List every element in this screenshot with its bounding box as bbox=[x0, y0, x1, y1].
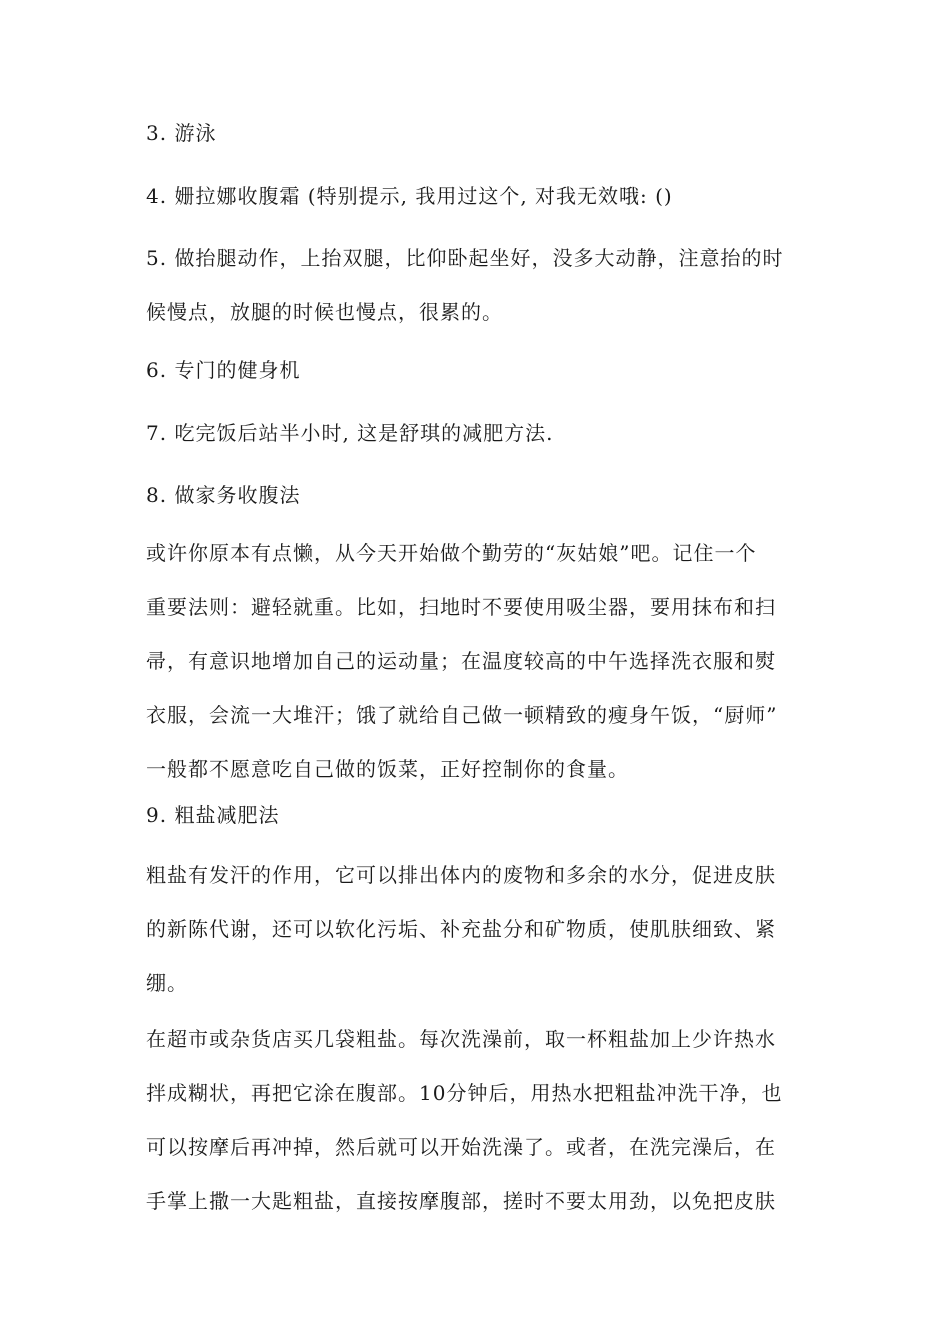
text-line: 粗盐有发汗的作用，它可以排出体内的废物和多余的水分，促进皮肤 bbox=[146, 863, 776, 887]
paragraph-item-3 bbox=[146, 118, 808, 149]
text-line: 5. 做抬腿动作，上抬双腿，比仰卧起坐好，没多大动静，注意抬的时 bbox=[146, 246, 784, 270]
text-line: 拌成糊状，再把它涂在腹部。10分钟后，用热水把粗盐冲洗干净，也 bbox=[146, 1081, 783, 1105]
text-line: 衣服，会流一大堆汗；饿了就给自己做一顿精致的瘦身午饭，“厨师” bbox=[146, 703, 778, 727]
paragraph-item-6 bbox=[146, 355, 808, 386]
text-line: 一般都不愿意吃自己做的饭菜，正好控制你的食量。 bbox=[146, 757, 629, 781]
paragraph-body-9 bbox=[146, 860, 808, 999]
text-line: 4. 姗拉娜收腹霜 (特别提示, 我用过这个, 对我无效哦: () bbox=[146, 184, 673, 208]
text-line: 8. 做家务收腹法 bbox=[146, 483, 301, 507]
paragraph-item-8 bbox=[146, 480, 808, 511]
text-line: 重要法则：避轻就重。比如，扫地时不要使用吸尘器，要用抹布和扫 bbox=[146, 595, 776, 619]
text-line: 可以按摩后再冲掉，然后就可以开始洗澡了。或者，在洗完澡后，在 bbox=[146, 1135, 776, 1159]
text-line: 手掌上撒一大匙粗盐，直接按摩腹部，搓时不要太用劲，以免把皮肤 bbox=[146, 1189, 776, 1213]
text-line: 7. 吃完饭后站半小时, 这是舒琪的减肥方法. bbox=[146, 421, 554, 445]
text-line: 的新陈代谢，还可以软化污垢、补充盐分和矿物质，使肌肤细致、紧 bbox=[146, 917, 776, 941]
paragraph-item-9 bbox=[146, 800, 808, 831]
paragraph-body-8 bbox=[146, 538, 808, 785]
paragraph-item-4 bbox=[146, 181, 808, 212]
text-line: 绷。 bbox=[146, 971, 188, 995]
text-line: 6. 专门的健身机 bbox=[146, 358, 301, 382]
text-line: 3. 游泳 bbox=[146, 121, 217, 145]
paragraph-item-7 bbox=[146, 418, 808, 449]
text-line: 9. 粗盐减肥法 bbox=[146, 803, 280, 827]
text-line: 或许你原本有点懒，从今天开始做个勤劳的“灰姑娘”吧。记住一个 bbox=[146, 541, 757, 565]
text-line: 在超市或杂货店买几袋粗盐。每次洗澡前，取一杯粗盐加上少许热水 bbox=[146, 1027, 776, 1051]
text-line: 帚，有意识地增加自己的运动量；在温度较高的中午选择洗衣服和熨 bbox=[146, 649, 776, 673]
paragraph-item-5 bbox=[146, 243, 808, 328]
paragraph-body-9b bbox=[146, 1024, 808, 1217]
text-line: 候慢点，放腿的时候也慢点，很累的。 bbox=[146, 300, 503, 324]
